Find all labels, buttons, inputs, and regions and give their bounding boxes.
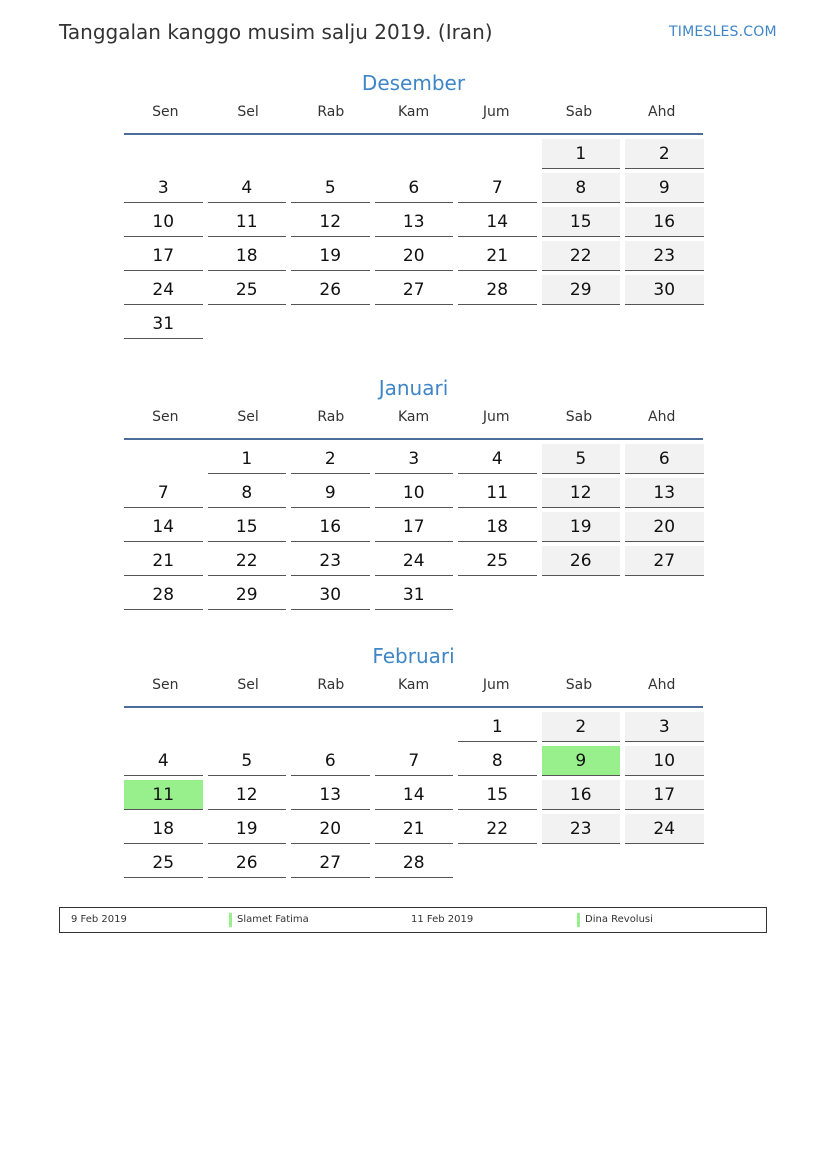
day-cell: 21 xyxy=(124,546,203,576)
weekday-header xyxy=(124,97,703,135)
day-cell: 22 xyxy=(458,814,537,844)
day-cell: 28 xyxy=(124,580,203,610)
day-cell: 29 xyxy=(542,275,621,305)
legend-holiday-name: Slamet Fatima xyxy=(237,914,309,925)
day-cell: 25 xyxy=(458,546,537,576)
day-cell: 15 xyxy=(542,207,621,237)
day-cell: 19 xyxy=(208,814,287,844)
day-cell: 25 xyxy=(124,848,203,878)
day-cell: 30 xyxy=(291,580,370,610)
day-cell: 7 xyxy=(375,746,454,776)
empty-cell xyxy=(124,139,203,169)
day-cell: 6 xyxy=(625,444,704,474)
weekday-label: Kam xyxy=(397,104,430,120)
day-cell: 13 xyxy=(625,478,704,508)
weekday-label: Rab xyxy=(317,677,345,693)
weekday-label: Jum xyxy=(482,409,510,425)
day-cell: 15 xyxy=(458,780,537,810)
day-cell: 23 xyxy=(542,814,621,844)
day-cell: 11 xyxy=(208,207,287,237)
day-grid xyxy=(124,444,703,610)
day-cell: 17 xyxy=(375,512,454,542)
day-cell: 13 xyxy=(291,780,370,810)
legend-color-marker xyxy=(577,913,580,927)
day-cell: 1 xyxy=(458,712,537,742)
weekday-label: Sel xyxy=(237,104,259,120)
day-cell: 1 xyxy=(542,139,621,169)
day-grid xyxy=(124,139,703,339)
page-title: Tanggalan kanggo musim salju 2019. (Iran) xyxy=(59,20,493,44)
day-cell: 17 xyxy=(124,241,203,271)
empty-cell xyxy=(291,712,370,742)
day-cell: 3 xyxy=(375,444,454,474)
day-grid xyxy=(124,712,703,878)
legend-color-marker xyxy=(229,913,232,927)
day-cell: 21 xyxy=(375,814,454,844)
weekday-header xyxy=(124,402,703,440)
day-cell: 3 xyxy=(124,173,203,203)
day-cell: 16 xyxy=(291,512,370,542)
empty-cell xyxy=(375,712,454,742)
weekday-label: Sel xyxy=(237,409,259,425)
month-january xyxy=(124,374,703,610)
month-december xyxy=(124,69,703,339)
empty-cell xyxy=(124,444,203,474)
day-cell: 8 xyxy=(458,746,537,776)
day-cell: 2 xyxy=(291,444,370,474)
day-cell: 14 xyxy=(124,512,203,542)
weekday-label: Sab xyxy=(565,409,593,425)
day-cell: 8 xyxy=(208,478,287,508)
day-cell: 15 xyxy=(208,512,287,542)
day-cell: 22 xyxy=(208,546,287,576)
empty-cell xyxy=(208,139,287,169)
day-cell: 4 xyxy=(458,444,537,474)
empty-cell xyxy=(458,139,537,169)
weekday-label: Rab xyxy=(317,409,345,425)
weekday-label: Sen xyxy=(152,104,179,120)
day-cell: 27 xyxy=(291,848,370,878)
day-cell: 1 xyxy=(208,444,287,474)
day-cell: 6 xyxy=(291,746,370,776)
day-cell: 19 xyxy=(542,512,621,542)
day-cell: 14 xyxy=(458,207,537,237)
day-cell: 5 xyxy=(542,444,621,474)
weekday-label: Ahd xyxy=(648,409,676,425)
weekday-label: Sab xyxy=(565,104,593,120)
empty-cell xyxy=(291,139,370,169)
day-cell: 18 xyxy=(124,814,203,844)
day-cell: 28 xyxy=(375,848,454,878)
weekday-label: Kam xyxy=(397,409,430,425)
day-cell: 12 xyxy=(542,478,621,508)
day-cell: 13 xyxy=(375,207,454,237)
month-name: Februari xyxy=(372,644,455,668)
day-cell: 2 xyxy=(542,712,621,742)
day-cell: 27 xyxy=(375,275,454,305)
weekday-label: Ahd xyxy=(648,104,676,120)
day-cell: 18 xyxy=(208,241,287,271)
empty-cell xyxy=(375,139,454,169)
day-cell: 22 xyxy=(542,241,621,271)
month-name: Desember xyxy=(361,71,466,95)
day-cell: 24 xyxy=(625,814,704,844)
weekday-header xyxy=(124,670,703,708)
day-cell: 16 xyxy=(625,207,704,237)
day-cell: 4 xyxy=(124,746,203,776)
day-cell: 16 xyxy=(542,780,621,810)
day-cell: 11 xyxy=(458,478,537,508)
day-cell: 2 xyxy=(625,139,704,169)
empty-cell xyxy=(208,712,287,742)
month-name: Januari xyxy=(378,376,449,400)
holiday-day-cell: 11 xyxy=(124,780,203,810)
day-cell: 26 xyxy=(291,275,370,305)
day-cell: 17 xyxy=(625,780,704,810)
day-cell: 21 xyxy=(458,241,537,271)
legend-date: 11 Feb 2019 xyxy=(411,914,474,925)
brand-link[interactable]: TIMESLES.COM xyxy=(669,24,777,40)
legend-holiday-name: Dina Revolusi xyxy=(585,914,653,925)
day-cell: 6 xyxy=(375,173,454,203)
day-cell: 5 xyxy=(208,746,287,776)
holiday-day-cell: 9 xyxy=(542,746,621,776)
day-cell: 31 xyxy=(124,309,203,339)
day-cell: 30 xyxy=(625,275,704,305)
day-cell: 10 xyxy=(625,746,704,776)
day-cell: 8 xyxy=(542,173,621,203)
day-cell: 12 xyxy=(291,207,370,237)
weekday-label: Sel xyxy=(237,677,259,693)
day-cell: 28 xyxy=(458,275,537,305)
weekday-label: Rab xyxy=(317,104,345,120)
weekday-label: Ahd xyxy=(648,677,676,693)
day-cell: 10 xyxy=(375,478,454,508)
day-cell: 25 xyxy=(208,275,287,305)
day-cell: 20 xyxy=(375,241,454,271)
day-cell: 10 xyxy=(124,207,203,237)
day-cell: 23 xyxy=(625,241,704,271)
weekday-label: Sen xyxy=(152,677,179,693)
day-cell: 20 xyxy=(625,512,704,542)
day-cell: 9 xyxy=(625,173,704,203)
day-cell: 24 xyxy=(375,546,454,576)
weekday-label: Sen xyxy=(152,409,179,425)
day-cell: 18 xyxy=(458,512,537,542)
day-cell: 5 xyxy=(291,173,370,203)
day-cell: 29 xyxy=(208,580,287,610)
empty-cell xyxy=(124,712,203,742)
weekday-label: Jum xyxy=(482,677,510,693)
day-cell: 26 xyxy=(208,848,287,878)
weekday-label: Kam xyxy=(397,677,430,693)
day-cell: 7 xyxy=(458,173,537,203)
holiday-legend xyxy=(59,907,767,933)
day-cell: 26 xyxy=(542,546,621,576)
day-cell: 27 xyxy=(625,546,704,576)
day-cell: 31 xyxy=(375,580,454,610)
weekday-label: Sab xyxy=(565,677,593,693)
day-cell: 3 xyxy=(625,712,704,742)
day-cell: 20 xyxy=(291,814,370,844)
day-cell: 9 xyxy=(291,478,370,508)
month-february xyxy=(124,642,703,878)
day-cell: 24 xyxy=(124,275,203,305)
day-cell: 4 xyxy=(208,173,287,203)
day-cell: 7 xyxy=(124,478,203,508)
day-cell: 19 xyxy=(291,241,370,271)
weekday-label: Jum xyxy=(482,104,510,120)
day-cell: 23 xyxy=(291,546,370,576)
day-cell: 14 xyxy=(375,780,454,810)
day-cell: 12 xyxy=(208,780,287,810)
legend-date: 9 Feb 2019 xyxy=(71,914,127,925)
